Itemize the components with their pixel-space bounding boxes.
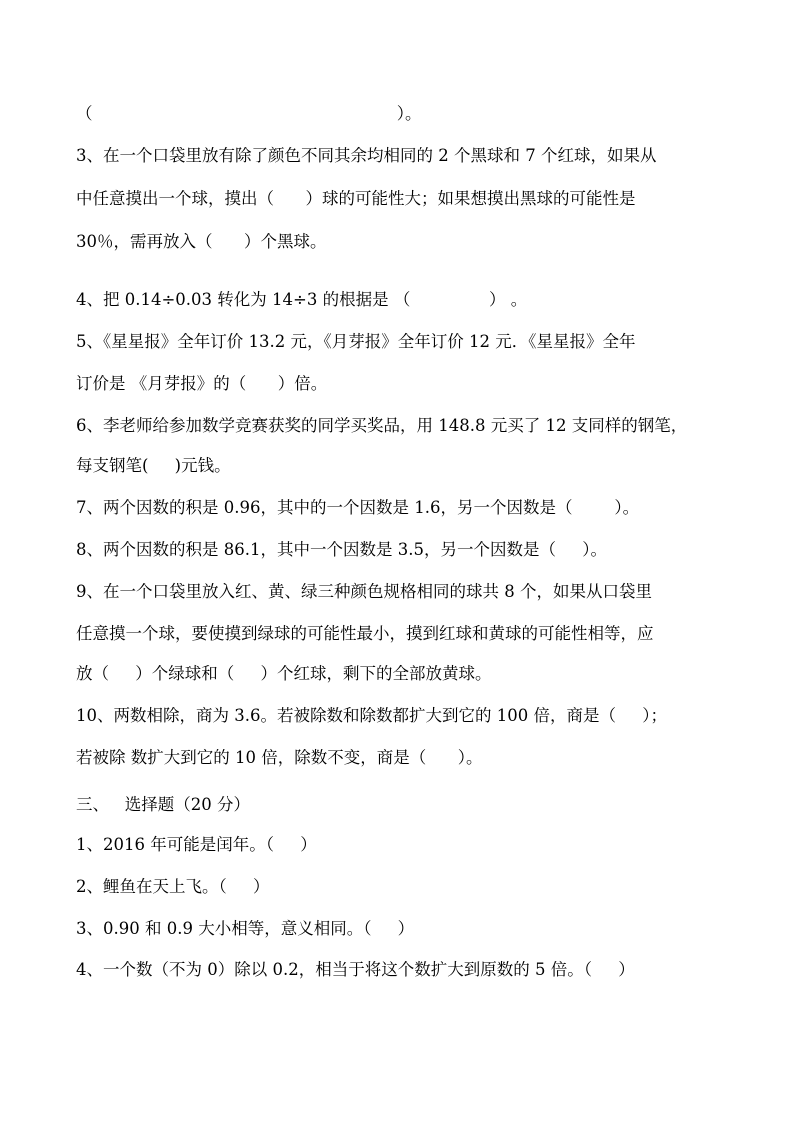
text-line: 10、两数相除，商为 3.6。若被除数和除数都扩大到它的 100 倍，商是（ ）；	[76, 706, 667, 725]
text-line: 4、把 0.14÷0.03 转化为 14÷3 的根据是 （ ） 。	[76, 290, 528, 309]
text-line: 放（ ）个绿球和（ ）个红球，剩下的全部放黄球。	[76, 664, 492, 683]
text-line: 2、鲤鱼在天上飞。（ ）	[76, 877, 270, 896]
text-line: 5、《星星报》全年订价 13.2 元，《月芽报》全年订价 12 元．《星星报》全年	[76, 332, 636, 351]
text-line: 中任意摸出一个球，摸出（ ）球的可能性大；如果想摸出黑球的可能性是	[76, 189, 636, 208]
text-line: 3、在一个口袋里放有除了颜色不同其余均相同的 2 个黑球和 7 个红球，如果从	[76, 146, 657, 165]
text-line: 1、2016 年可能是闰年。（ ）	[76, 835, 317, 854]
text-line: 4、一个数（不为 0）除以 0.2，相当于将这个数扩大到原数的 5 倍。（ ）	[76, 960, 635, 979]
text-line: 30％，需再放入（ ）个黑球。	[76, 232, 327, 251]
text-line: 订价是 《月芽报》的（ ）倍。	[76, 374, 328, 393]
section-heading: 三、 选择题（20 分）	[76, 795, 250, 814]
text-line: 任意摸一个球，要使摸到绿球的可能性最小，摸到红球和黄球的可能性相等，应	[76, 624, 654, 643]
text-line: 6、李老师给参加数学竞赛获奖的同学买奖品，用 148.8 元买了 12 支同样的钢笔，	[76, 416, 688, 435]
text-line: （ ）。	[76, 104, 422, 123]
text-line: 8、两个因数的积是 86.1，其中一个因数是 3.5，另一个因数是（ ）。	[76, 540, 607, 559]
text-line: 若被除 数扩大到它的 10 倍，除数不变，商是（ ）。	[76, 748, 483, 767]
text-line: 3、0.90 和 0.9 大小相等，意义相同。（ ）	[76, 919, 415, 938]
text-line: 9、在一个口袋里放入红、黄、绿三种颜色规格相同的球共 8 个，如果从口袋里	[76, 582, 652, 601]
text-line: 每支钢笔( )元钱。	[76, 456, 231, 475]
text-line: 7、两个因数的积是 0.96，其中的一个因数是 1.6，另一个因数是（ ）。	[76, 498, 640, 517]
